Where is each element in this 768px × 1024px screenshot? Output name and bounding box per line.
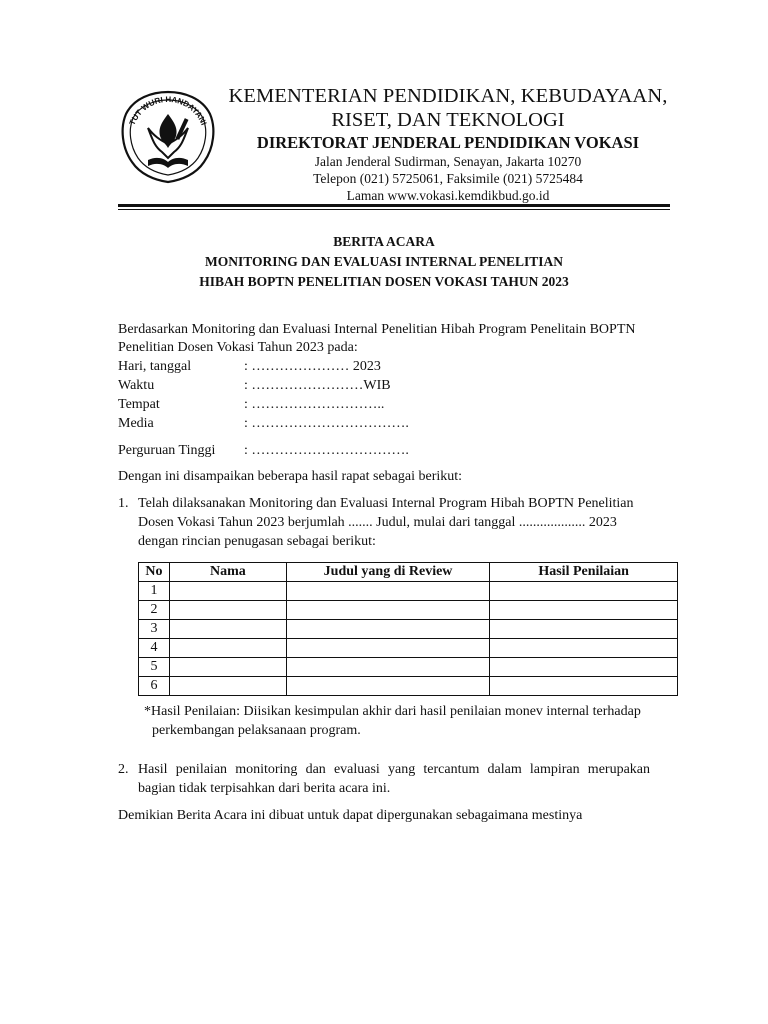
table-row xyxy=(139,620,678,639)
header-hasil: Hasil Penilaian xyxy=(490,563,678,582)
tut-wuri-handayani-logo-icon xyxy=(118,88,218,184)
intro-line2: Penelitian Dosen Vokasi Tahun 2023 pada: xyxy=(118,340,358,355)
intro-line1: Berdasarkan Monitoring dan Evaluasi Internal Penelitian Hibah Program Penelitain BOPTN xyxy=(118,322,636,337)
ministry-name-line2: RISET, DAN TEKNOLOGI xyxy=(331,109,565,131)
cell-nama[interactable] xyxy=(169,582,286,601)
cell-judul[interactable] xyxy=(286,601,490,620)
cell-hasil[interactable] xyxy=(490,620,678,639)
table-row xyxy=(139,601,678,620)
table-row xyxy=(139,582,678,601)
note-line2: perkembangan pelaksanaan program. xyxy=(152,723,361,738)
cell-judul[interactable] xyxy=(286,639,490,658)
letterhead-rule-thick xyxy=(118,204,670,207)
title-line2: MONITORING DAN EVALUASI INTERNAL PENELITIAN xyxy=(204,254,564,269)
cell-hasil[interactable] xyxy=(490,658,678,677)
field-value-university: : ……………………………. xyxy=(244,443,409,458)
field-value-time: : ……………………WIB xyxy=(244,378,391,393)
cell-judul[interactable] xyxy=(286,582,490,601)
row-number: 4 xyxy=(139,639,170,658)
cell-hasil[interactable] xyxy=(490,677,678,696)
field-value-place: : ……………………….. xyxy=(244,397,385,412)
header-nama: Nama xyxy=(169,563,286,582)
title-line1: BERITA ACARA xyxy=(333,234,435,249)
field-value-date: : ………………… 2023 xyxy=(244,359,381,374)
field-label-media: Media xyxy=(118,416,154,431)
table-row xyxy=(139,639,678,658)
phone-fax: Telepon (021) 5725061, Faksimile (021) 5725484 xyxy=(313,171,583,186)
field-label-date: Hari, tanggal xyxy=(118,359,192,374)
header-no: No xyxy=(139,563,170,582)
row-number: 5 xyxy=(139,658,170,677)
header-judul: Judul yang di Review xyxy=(286,563,490,582)
document-title xyxy=(118,232,650,292)
field-value-media: : ……………………………. xyxy=(244,416,409,431)
item1-number: 1. xyxy=(118,496,129,511)
ministry-name-line1: KEMENTERIAN PENDIDIKAN, KEBUDAYAAN, xyxy=(228,85,668,107)
field-label-place: Tempat xyxy=(118,397,160,412)
cell-hasil[interactable] xyxy=(490,601,678,620)
cell-nama[interactable] xyxy=(169,620,286,639)
field-label-university: Perguruan Tinggi xyxy=(118,443,216,458)
cell-nama[interactable] xyxy=(169,601,286,620)
item1-line1: Telah dilaksanakan Monitoring dan Evaluasi Internal Program Hibah BOPTN Penelitian xyxy=(138,496,634,511)
website: Laman www.vokasi.kemdikbud.go.id xyxy=(346,188,550,203)
table-row xyxy=(139,677,678,696)
cell-hasil[interactable] xyxy=(490,582,678,601)
row-number: 3 xyxy=(139,620,170,639)
table-row xyxy=(139,658,678,677)
note-line1: *Hasil Penilaian: Diisikan kesimpulan akhir dari hasil penilaian monev internal terhadap xyxy=(144,704,641,719)
table-header-row xyxy=(139,563,678,582)
row-number: 1 xyxy=(139,582,170,601)
item2-number: 2. xyxy=(118,762,129,777)
results-intro: Dengan ini disampaikan beberapa hasil rapat sebagai berikut: xyxy=(118,469,463,484)
letterhead-text xyxy=(226,84,670,204)
closing-statement: Demikian Berita Acara ini dibuat untuk dapat dipergunakan sebagaimana mestinya xyxy=(118,808,583,823)
item2-line1: Hasil penilaian monitoring dan evaluasi yang tercantum dalam lampiran merupakan xyxy=(138,762,650,777)
letterhead xyxy=(118,84,670,210)
letterhead-rule-thin xyxy=(118,209,670,210)
item1-line3: dengan rincian penugasan sebagai berikut: xyxy=(138,534,376,549)
title-line3: HIBAH BOPTN PENELITIAN DOSEN VOKASI TAHUN 2023 xyxy=(199,274,569,289)
cell-judul[interactable] xyxy=(286,620,490,639)
item2-line2: bagian tidak terpisahkan dari berita acara ini. xyxy=(138,781,391,796)
review-table xyxy=(138,562,678,696)
cell-hasil[interactable] xyxy=(490,639,678,658)
item1-line2: Dosen Vokasi Tahun 2023 berjumlah ....... Judul, mulai dari tanggal ................... 2023 xyxy=(138,515,617,530)
cell-nama[interactable] xyxy=(169,658,286,677)
cell-nama[interactable] xyxy=(169,677,286,696)
row-number: 6 xyxy=(139,677,170,696)
field-label-time: Waktu xyxy=(118,378,155,393)
cell-nama[interactable] xyxy=(169,639,286,658)
svg-text:TUT WURI HANDAYANI: TUT WURI HANDAYANI xyxy=(127,94,209,127)
cell-judul[interactable] xyxy=(286,677,490,696)
address: Jalan Jenderal Sudirman, Senayan, Jakarta 10270 xyxy=(314,154,582,169)
row-number: 2 xyxy=(139,601,170,620)
directorate-name: DIREKTORAT JENDERAL PENDIDIKAN VOKASI xyxy=(256,133,640,152)
cell-judul[interactable] xyxy=(286,658,490,677)
